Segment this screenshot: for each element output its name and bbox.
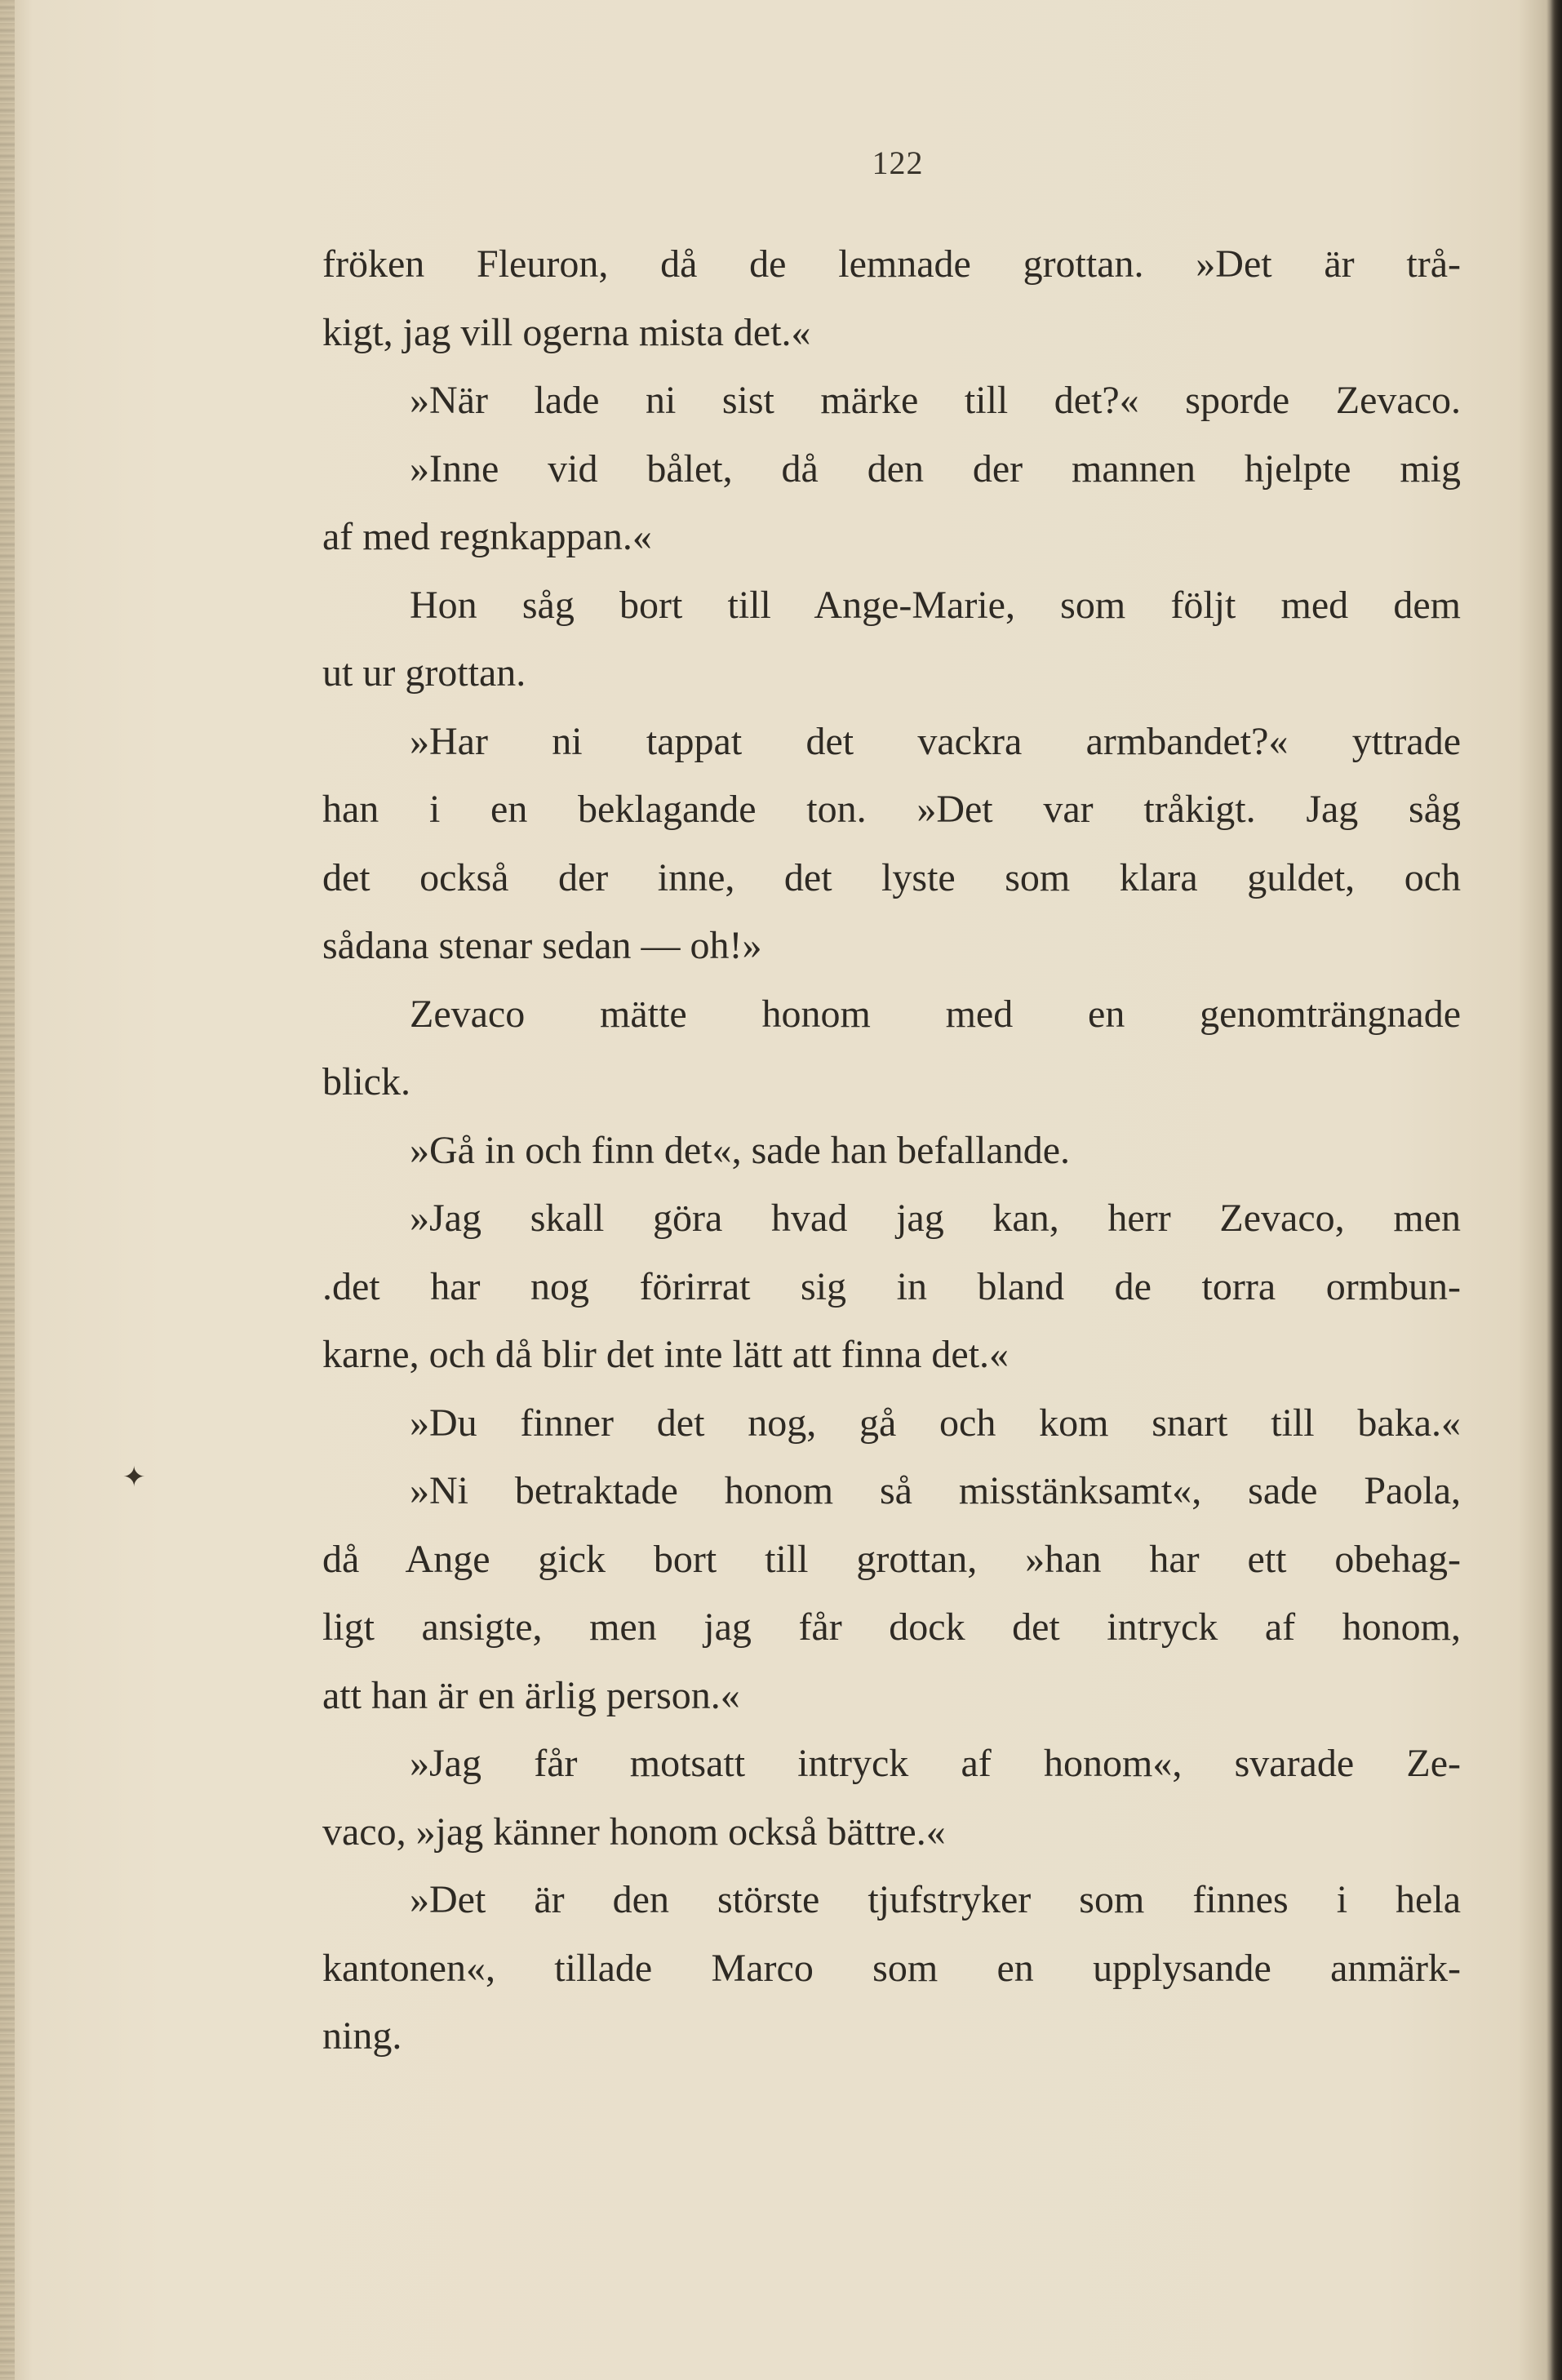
text-line: »Det är den störste tjufstryker som finnes i hela	[410, 1878, 1461, 1921]
page-left-edge	[0, 0, 15, 2380]
text-line: ligt ansigte, men jag får dock det intryck af honom,	[322, 1605, 1461, 1649]
text-line: af med regnkappan.«	[322, 515, 652, 558]
text-line: »Har ni tappat det vackra armbandet?« yttrade	[410, 719, 1461, 763]
text-line: Zevaco mätte honom med en genomträngnade	[410, 992, 1461, 1036]
text-line: »Jag får motsatt intryck af honom«, svarade Ze-	[410, 1742, 1461, 1785]
page-number: 122	[872, 144, 924, 181]
text-line: det också der inne, det lyste som klara guldet, och	[322, 855, 1461, 899]
text-line: »Inne vid bålet, då den der mannen hjelpte mig	[410, 446, 1461, 491]
text-line: karne, och då blir det inte lätt att finna det.«	[322, 1333, 1010, 1376]
text-line: kigt, jag vill ogerna mista det.«	[322, 310, 811, 354]
text-line: .det har nog förirrat sig in bland de torra ormbun-	[322, 1264, 1461, 1308]
text-line: sådana stenar sedan — oh!»	[322, 924, 762, 967]
text-line: »Gå in och finn det«, sade han befallande.	[410, 1128, 1071, 1172]
text-line: Hon såg bort till Ange-Marie, som följt med dem	[410, 583, 1461, 627]
text-line: »Du finner det nog, gå och kom snart till baka.«	[410, 1401, 1461, 1445]
text-line: kantonen«, tillade Marco som en upplysande anmärk-	[322, 1946, 1461, 1990]
text-line: ut ur grottan.	[322, 651, 526, 695]
text-line: ning.	[322, 2014, 402, 2058]
text-line: blick.	[322, 1060, 410, 1103]
margin-mark: ✦	[122, 1461, 146, 1494]
text-line: »Ni betraktade honom så misstänksamt«, sade Paola,	[410, 1469, 1461, 1512]
text-line: då Ange gick bort till grottan, »han har ett obehag-	[322, 1537, 1461, 1581]
text-line: att han är en ärlig person.«	[322, 1673, 740, 1717]
text-line: »När lade ni sist märke till det?« sporde Zevaco.	[410, 379, 1461, 422]
text-line: vaco, »jag känner honom också bättre.«	[322, 1809, 946, 1854]
binding-shadow	[1551, 0, 1562, 2380]
body-text	[322, 230, 1461, 2071]
text-line: »Jag skall göra hvad jag kan, herr Zevaco, men	[410, 1197, 1461, 1240]
text-line: fröken Fleuron, då de lemnade grottan. »Det är trå-	[322, 242, 1461, 286]
text-line: han i en beklagande ton. »Det var tråkigt. Jag såg	[322, 788, 1461, 831]
